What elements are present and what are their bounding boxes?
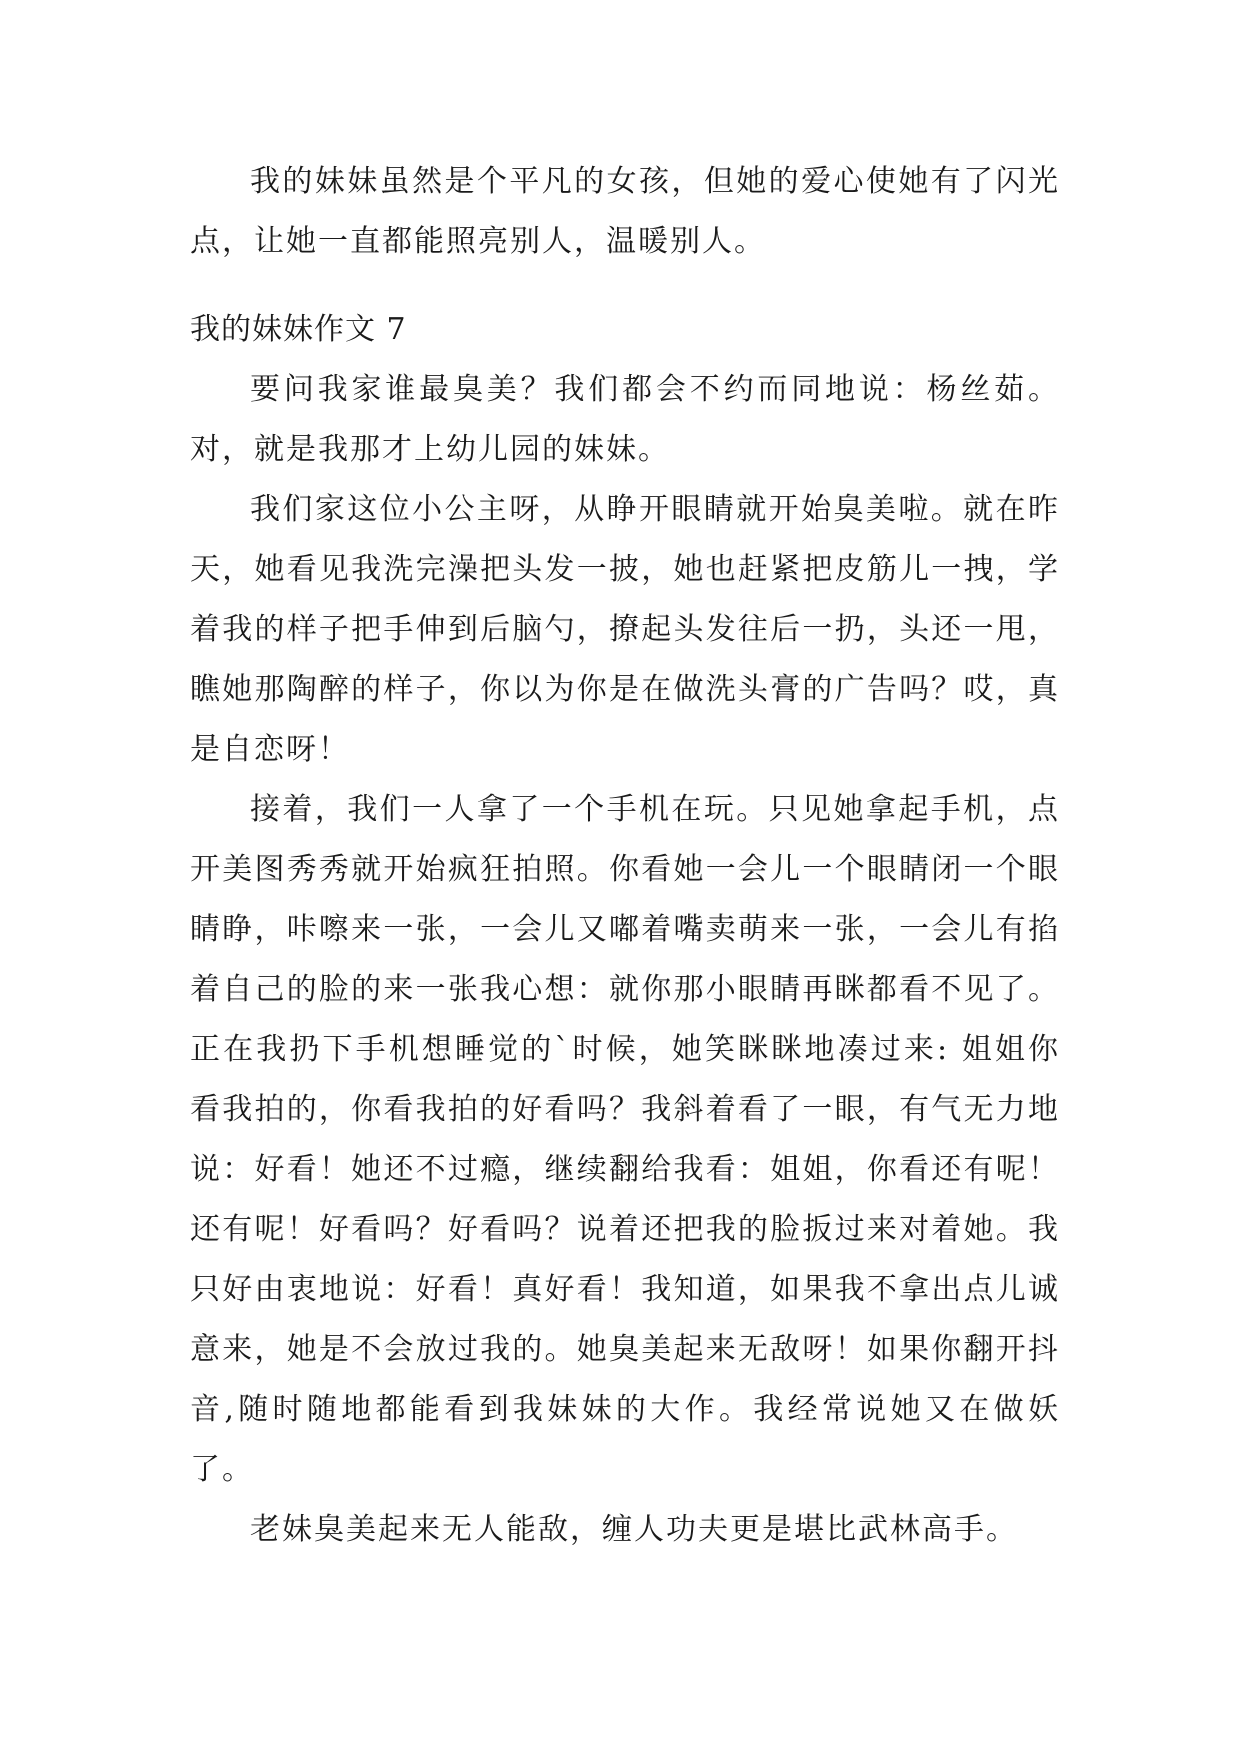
body-paragraph-4: 老妹臭美起来无人能敌，缠人功夫更是堪比武林高手。	[250, 1512, 1018, 1547]
body-paragraph-2: 我们家这位小公主呀，从睁开眼睛就开始臭美啦。就在昨天，她看见我洗完澡把头发一披，她也赶紧把皮筋儿一拽，学着我的样子把手伸到后脑勺，撩起头发往后一扔，头还一甩，瞧她那陶醉的样子，你以为你是在做洗头膏的广告吗？哎，真是自恋呀！	[190, 492, 1060, 767]
body-paragraph-1: 要问我家谁最臭美？我们都会不约而同地说：杨丝茹。对，就是我那才上幼儿园的妹妹。	[190, 372, 1060, 467]
document-body	[190, 152, 1060, 1560]
section-spacer	[190, 272, 1060, 300]
body-paragraph-3: 接着，我们一人拿了一个手机在玩。只见她拿起手机，点开美图秀秀就开始疯狂拍照。你看她一会儿一个眼睛闭一个眼睛睁，咔嚓来一张，一会儿又嘟着嘴卖萌来一张，一会儿有掐着自己的脸的来一张我心想：就你那小眼睛再眯都看不见了。正在我扔下手机想睡觉的`时候，她笑眯眯地凑过来: 姐姐你看我拍的，你看我拍的好看吗？我斜着看了一眼，有气无力地说：好看！她还不过瘾，继续翻给我看：姐姐，你看还有呢！还有呢！好看吗？好看吗？说着还把我的脸扳过来对着她。我只好由衷地说：好看！真好看！我知道，如果我不拿出点儿诚意来，她是不会放过我的。她臭美起来无敌呀！如果你翻开抖音,随时随地都能看到我妹妹的大作。我经常说她又在做妖了。	[190, 792, 1060, 1487]
intro-paragraph: 我的妹妹虽然是个平凡的女孩，但她的爱心使她有了闪光点，让她一直都能照亮别人，温暖别人。	[190, 164, 1060, 259]
section-title: 我的妹妹作文 7	[190, 312, 407, 347]
